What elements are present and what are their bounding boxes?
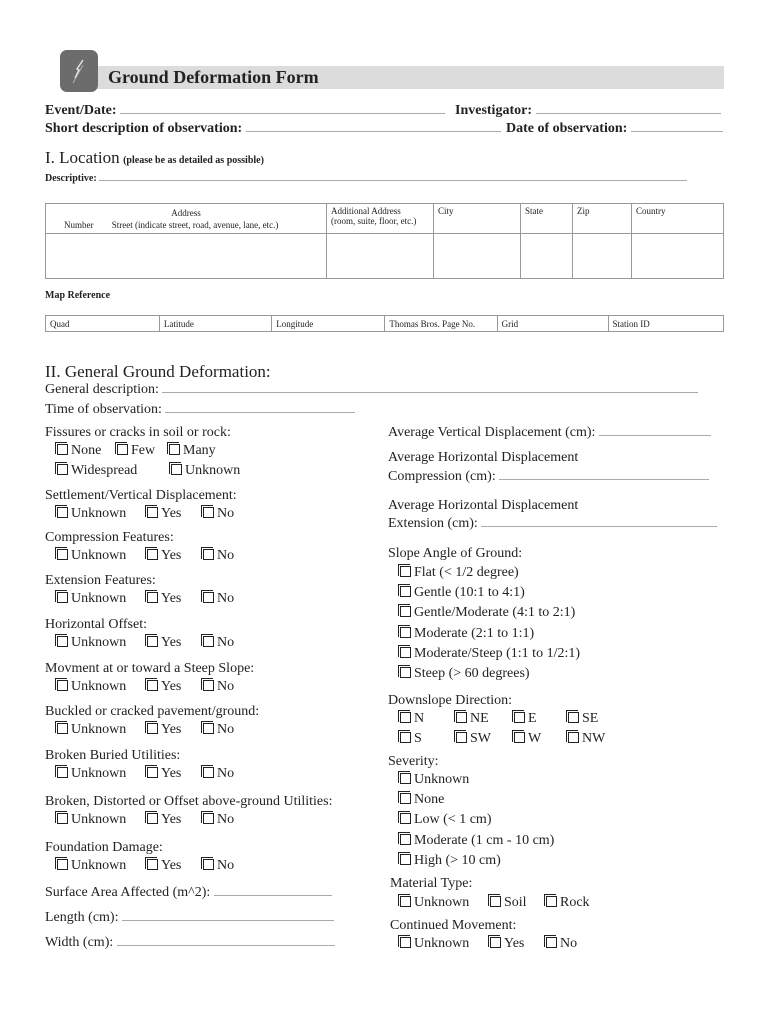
yn-option-no[interactable] bbox=[203, 766, 253, 782]
yn-checkbox-no[interactable] bbox=[203, 680, 214, 691]
slope-option-gentle-moderate-4-1-to-2-1[interactable] bbox=[400, 605, 575, 621]
slope-row bbox=[400, 626, 534, 642]
slope-row bbox=[400, 646, 580, 662]
slope-label: Slope Angle of Ground: bbox=[388, 546, 523, 561]
slope-row bbox=[400, 666, 530, 682]
investigator-row bbox=[455, 103, 721, 119]
downslope-option-label: NW bbox=[582, 731, 606, 746]
yn-checkbox-no[interactable] bbox=[203, 549, 214, 560]
yn-group-label: Broken, Distorted or Offset above-ground Utilities: bbox=[45, 794, 333, 809]
downslope-option-n[interactable] bbox=[400, 711, 456, 727]
yn-checkbox-unknown[interactable] bbox=[57, 636, 68, 647]
slope-option-label: Moderate (2:1 to 1:1) bbox=[414, 625, 535, 641]
severity-option-high-10-cm[interactable] bbox=[400, 853, 501, 869]
yn-checkbox-yes[interactable] bbox=[147, 767, 158, 778]
slope-checkbox-steep-60-degrees[interactable] bbox=[400, 667, 411, 678]
yn-option-unknown[interactable] bbox=[57, 591, 147, 607]
yn-checkbox-no[interactable] bbox=[203, 507, 214, 518]
yn-option-label: Yes bbox=[161, 506, 182, 521]
material-row bbox=[400, 895, 602, 911]
fissures-checkbox-none[interactable] bbox=[57, 444, 68, 455]
avg-vertical-label: Average Vertical Displacement (cm): bbox=[388, 425, 596, 440]
general-desc-label: General description: bbox=[45, 382, 159, 397]
event-date-field[interactable] bbox=[120, 112, 445, 114]
yn-option-label: Unknown bbox=[71, 858, 127, 873]
yn-group-options bbox=[57, 858, 253, 874]
yn-option-no[interactable] bbox=[203, 722, 253, 738]
downslope-option-label: SE bbox=[582, 711, 599, 726]
date-obs-row bbox=[506, 121, 723, 137]
time-obs-row bbox=[45, 402, 355, 418]
slope-checkbox-flat-1-2-degree[interactable] bbox=[400, 566, 411, 577]
length-field[interactable] bbox=[122, 919, 334, 921]
continued-option-label: Yes bbox=[504, 936, 525, 951]
yn-option-label: Unknown bbox=[71, 591, 127, 606]
yn-checkbox-yes[interactable] bbox=[147, 723, 158, 734]
severity-option-label: None bbox=[414, 792, 445, 808]
fissures-row2 bbox=[57, 463, 251, 479]
yn-checkbox-yes[interactable] bbox=[147, 592, 158, 603]
date-obs-label: Date of observation: bbox=[506, 121, 628, 136]
downslope-option-w[interactable] bbox=[514, 731, 568, 747]
address-cell[interactable] bbox=[46, 234, 327, 279]
material-option-label: Soil bbox=[504, 895, 527, 910]
yn-option-label: No bbox=[217, 679, 235, 694]
yn-option-no[interactable] bbox=[203, 506, 253, 522]
yn-checkbox-no[interactable] bbox=[203, 767, 214, 778]
yn-option-unknown[interactable] bbox=[57, 722, 147, 738]
yn-option-label: No bbox=[217, 766, 235, 781]
yn-checkbox-yes[interactable] bbox=[147, 680, 158, 691]
yn-option-label: Unknown bbox=[71, 506, 127, 521]
yn-option-yes[interactable] bbox=[147, 766, 203, 782]
yn-option-label: No bbox=[217, 548, 235, 563]
yn-checkbox-no[interactable] bbox=[203, 813, 214, 824]
map-col-longitude[interactable]: Longitude bbox=[272, 316, 385, 332]
street-label: Street (indicate street, road, avenue, lane, etc.) bbox=[111, 220, 279, 230]
severity-row bbox=[400, 772, 469, 788]
severity-checkbox-moderate-1-cm-10-cm[interactable] bbox=[400, 834, 411, 845]
downslope-option-ne[interactable] bbox=[456, 711, 514, 727]
yn-checkbox-yes[interactable] bbox=[147, 549, 158, 560]
fissures-label: Fissures or cracks in soil or rock: bbox=[45, 425, 231, 440]
address-label: Address bbox=[171, 208, 201, 218]
yn-option-label: Yes bbox=[161, 679, 182, 694]
additional-note: (room, suite, floor, etc.) bbox=[331, 216, 417, 226]
descriptive-row bbox=[45, 173, 687, 184]
material-checkbox-unknown[interactable] bbox=[400, 896, 411, 907]
yn-group-options bbox=[57, 766, 253, 782]
avg-horiz-comp-field[interactable] bbox=[499, 478, 709, 480]
severity-option-unknown[interactable] bbox=[400, 772, 469, 788]
slope-option-label: Gentle (10:1 to 4:1) bbox=[414, 585, 525, 601]
slope-option-steep-60-degrees[interactable] bbox=[400, 666, 530, 682]
yn-checkbox-yes[interactable] bbox=[147, 636, 158, 647]
avg-horiz-ext-label: Average Horizontal Displacement bbox=[388, 498, 579, 513]
yn-group-label: Extension Features: bbox=[45, 573, 156, 588]
slope-option-label: Flat (< 1/2 degree) bbox=[414, 565, 519, 580]
fissures-row1 bbox=[57, 443, 229, 459]
downslope-row1 bbox=[400, 711, 618, 727]
address-header bbox=[46, 204, 327, 234]
short-desc-label: Short description of observation: bbox=[45, 121, 243, 136]
severity-option-label: High (> 10 cm) bbox=[414, 852, 501, 868]
investigator-field[interactable] bbox=[536, 112, 721, 114]
yn-option-unknown[interactable] bbox=[57, 812, 147, 828]
severity-label: Severity: bbox=[388, 754, 439, 769]
yn-option-yes[interactable] bbox=[147, 591, 203, 607]
city-header: City bbox=[434, 204, 521, 234]
yn-checkbox-unknown[interactable] bbox=[57, 813, 68, 824]
fissures-option-none[interactable] bbox=[57, 443, 117, 459]
form-title: Ground Deformation Form bbox=[108, 67, 319, 87]
severity-row bbox=[400, 853, 501, 869]
state-header: State bbox=[521, 204, 573, 234]
slope-row bbox=[400, 585, 525, 601]
downslope-checkbox-e[interactable] bbox=[514, 712, 525, 723]
fissures-option-widespread[interactable] bbox=[57, 463, 171, 479]
yn-checkbox-no[interactable] bbox=[203, 859, 214, 870]
slope-option-moderate-2-1-to-1-1[interactable] bbox=[400, 626, 534, 642]
yn-option-no[interactable] bbox=[203, 591, 253, 607]
material-label: Material Type: bbox=[390, 876, 473, 891]
event-date-row bbox=[45, 103, 445, 119]
material-option-unknown[interactable] bbox=[400, 895, 490, 911]
yn-checkbox-unknown[interactable] bbox=[57, 680, 68, 691]
yn-option-yes[interactable] bbox=[147, 548, 203, 564]
downslope-label: Downslope Direction: bbox=[388, 693, 513, 708]
downslope-option-label: N bbox=[414, 711, 425, 726]
yn-option-label: Unknown bbox=[71, 679, 127, 694]
yn-checkbox-unknown[interactable] bbox=[57, 767, 68, 778]
continued-option-unknown[interactable] bbox=[400, 936, 490, 952]
number-label: Number bbox=[64, 220, 94, 230]
material-option-rock[interactable] bbox=[546, 895, 602, 911]
downslope-checkbox-n[interactable] bbox=[400, 712, 411, 723]
yn-option-no[interactable] bbox=[203, 812, 253, 828]
severity-option-label: Moderate (1 cm - 10 cm) bbox=[414, 832, 555, 848]
fissures-option-label: Unknown bbox=[185, 463, 241, 478]
yn-group-label: Movment at or toward a Steep Slope: bbox=[45, 661, 255, 676]
map-col-latitude[interactable]: Latitude bbox=[159, 316, 271, 332]
yn-group-options bbox=[57, 548, 253, 564]
yn-checkbox-no[interactable] bbox=[203, 636, 214, 647]
avg-horiz-ext-label2: Extension (cm): bbox=[388, 516, 478, 531]
yn-option-label: No bbox=[217, 722, 235, 737]
continued-label: Continued Movement: bbox=[390, 918, 517, 933]
downslope-checkbox-sw[interactable] bbox=[456, 732, 467, 743]
yn-group-options bbox=[57, 635, 253, 651]
yn-checkbox-unknown[interactable] bbox=[57, 859, 68, 870]
slope-checkbox-gentle-10-1-to-4-1[interactable] bbox=[400, 586, 411, 597]
yn-option-unknown[interactable] bbox=[57, 548, 147, 564]
investigator-label: Investigator: bbox=[455, 103, 532, 118]
yn-option-no[interactable] bbox=[203, 679, 253, 695]
severity-row bbox=[400, 833, 554, 849]
downslope-option-label: NE bbox=[470, 711, 489, 726]
yn-group-options bbox=[57, 591, 253, 607]
downslope-option-nw[interactable] bbox=[568, 731, 618, 747]
general-heading: II. General Ground Deformation: bbox=[45, 362, 271, 381]
material-checkbox-soil[interactable] bbox=[490, 896, 501, 907]
material-checkbox-rock[interactable] bbox=[546, 896, 557, 907]
date-obs-field[interactable] bbox=[631, 130, 723, 132]
yn-option-yes[interactable] bbox=[147, 679, 203, 695]
continued-option-yes[interactable] bbox=[490, 936, 546, 952]
slope-option-label: Steep (> 60 degrees) bbox=[414, 666, 530, 681]
avg-horiz-comp-label2: Compression (cm): bbox=[388, 469, 496, 484]
slope-option-flat-1-2-degree[interactable] bbox=[400, 565, 519, 581]
avg-horiz-ext-row bbox=[388, 516, 717, 532]
yn-checkbox-no[interactable] bbox=[203, 592, 214, 603]
short-desc-field[interactable] bbox=[246, 130, 501, 132]
yn-option-yes[interactable] bbox=[147, 812, 203, 828]
yn-option-label: No bbox=[217, 858, 235, 873]
fissures-option-label: Many bbox=[183, 443, 216, 458]
yn-option-label: Yes bbox=[161, 635, 182, 650]
yn-group-options bbox=[57, 679, 253, 695]
additional-cell[interactable] bbox=[327, 234, 434, 279]
slope-option-moderate-steep-1-1-to-1-2-1[interactable] bbox=[400, 646, 580, 662]
map-col-thomas-bros-page-no[interactable]: Thomas Bros. Page No. bbox=[385, 316, 497, 332]
fissures-checkbox-few[interactable] bbox=[117, 444, 128, 455]
surface-area-field[interactable] bbox=[214, 894, 332, 896]
yn-option-yes[interactable] bbox=[147, 506, 203, 522]
fissures-option-label: Few bbox=[131, 443, 156, 458]
additional-header bbox=[327, 204, 434, 234]
yn-group-label: Horizontal Offset: bbox=[45, 617, 147, 632]
avg-horiz-comp-label: Average Horizontal Displacement bbox=[388, 450, 579, 465]
yn-checkbox-yes[interactable] bbox=[147, 813, 158, 824]
downslope-option-label: W bbox=[528, 731, 542, 746]
width-label: Width (cm): bbox=[45, 935, 114, 950]
yn-option-label: Yes bbox=[161, 548, 182, 563]
downslope-option-label: S bbox=[414, 731, 422, 746]
material-option-label: Rock bbox=[560, 895, 590, 910]
yn-option-unknown[interactable] bbox=[57, 506, 147, 522]
country-header: Country bbox=[632, 204, 724, 234]
fissures-checkbox-many[interactable] bbox=[169, 444, 180, 455]
yn-checkbox-unknown[interactable] bbox=[57, 723, 68, 734]
continued-checkbox-yes[interactable] bbox=[490, 937, 501, 948]
yn-group-options bbox=[57, 722, 253, 738]
yn-checkbox-yes[interactable] bbox=[147, 507, 158, 518]
material-option-label: Unknown bbox=[414, 895, 470, 910]
descriptive-label: Descriptive: bbox=[45, 173, 97, 184]
country-cell[interactable] bbox=[632, 234, 724, 279]
fissures-option-label: None bbox=[71, 443, 102, 458]
yn-group-label: Buckled or cracked pavement/ground: bbox=[45, 704, 260, 719]
yn-option-yes[interactable] bbox=[147, 858, 203, 874]
slope-checkbox-gentle-moderate-4-1-to-2-1[interactable] bbox=[400, 606, 411, 617]
length-label: Length (cm): bbox=[45, 910, 119, 925]
continued-option-label: No bbox=[560, 936, 578, 951]
map-col-grid[interactable]: Grid bbox=[497, 316, 608, 332]
continued-option-no[interactable] bbox=[546, 936, 596, 952]
severity-checkbox-unknown[interactable] bbox=[400, 773, 411, 784]
yn-group-options bbox=[57, 812, 253, 828]
descriptive-field[interactable] bbox=[99, 179, 687, 181]
downslope-option-label: E bbox=[528, 711, 537, 726]
short-desc-row bbox=[45, 121, 501, 137]
length-row bbox=[45, 910, 334, 926]
yn-group-label: Foundation Damage: bbox=[45, 840, 163, 855]
yn-option-label: Yes bbox=[161, 722, 182, 737]
map-reference-table bbox=[45, 315, 724, 332]
yn-option-no[interactable] bbox=[203, 858, 253, 874]
fissures-option-label: Widespread bbox=[71, 463, 138, 478]
yn-option-unknown[interactable] bbox=[57, 635, 147, 651]
yn-group-label: Settlement/Vertical Displacement: bbox=[45, 488, 237, 503]
downslope-checkbox-se[interactable] bbox=[568, 712, 579, 723]
yn-checkbox-yes[interactable] bbox=[147, 859, 158, 870]
downslope-option-sw[interactable] bbox=[456, 731, 514, 747]
fissures-option-unknown[interactable] bbox=[171, 463, 251, 479]
slope-row bbox=[400, 605, 575, 621]
severity-option-moderate-1-cm-10-cm[interactable] bbox=[400, 833, 554, 849]
logo-icon bbox=[58, 48, 100, 94]
yn-group-options bbox=[57, 506, 253, 522]
yn-option-no[interactable] bbox=[203, 548, 253, 564]
yn-option-label: No bbox=[217, 812, 235, 827]
avg-vertical-row bbox=[388, 425, 711, 441]
downslope-option-label: SW bbox=[470, 731, 491, 746]
slope-option-label: Gentle/Moderate (4:1 to 2:1) bbox=[414, 605, 576, 621]
yn-option-label: No bbox=[217, 506, 235, 521]
yn-checkbox-unknown[interactable] bbox=[57, 507, 68, 518]
slope-option-gentle-10-1-to-4-1[interactable] bbox=[400, 585, 525, 601]
yn-option-yes[interactable] bbox=[147, 722, 203, 738]
fissures-checkbox-widespread[interactable] bbox=[57, 464, 68, 475]
yn-option-label: Unknown bbox=[71, 635, 127, 650]
severity-checkbox-high-10-cm[interactable] bbox=[400, 854, 411, 865]
downslope-checkbox-nw[interactable] bbox=[568, 732, 579, 743]
avg-horiz-comp-row bbox=[388, 469, 709, 485]
location-note: (please be as detailed as possible) bbox=[123, 155, 264, 166]
yn-option-yes[interactable] bbox=[147, 635, 203, 651]
slope-row bbox=[400, 565, 519, 581]
yn-option-label: Unknown bbox=[71, 766, 127, 781]
continued-checkbox-unknown[interactable] bbox=[400, 937, 411, 948]
surface-area-row bbox=[45, 885, 332, 901]
slope-checkbox-moderate-2-1-to-1-1[interactable] bbox=[400, 627, 411, 638]
yn-checkbox-unknown[interactable] bbox=[57, 592, 68, 603]
width-field[interactable] bbox=[117, 944, 335, 946]
additional-label: Additional Address bbox=[331, 206, 401, 216]
time-obs-label: Time of observation: bbox=[45, 402, 162, 417]
fissures-option-many[interactable] bbox=[169, 443, 229, 459]
downslope-checkbox-w[interactable] bbox=[514, 732, 525, 743]
yn-checkbox-no[interactable] bbox=[203, 723, 214, 734]
yn-option-unknown[interactable] bbox=[57, 858, 147, 874]
state-cell[interactable] bbox=[521, 234, 573, 279]
fissures-checkbox-unknown[interactable] bbox=[171, 464, 182, 475]
yn-option-label: No bbox=[217, 591, 235, 606]
severity-checkbox-none[interactable] bbox=[400, 793, 411, 804]
general-desc-row bbox=[45, 382, 698, 398]
downslope-option-s[interactable] bbox=[400, 731, 456, 747]
location-heading: I. Location bbox=[45, 148, 120, 167]
fissures-option-few[interactable] bbox=[117, 443, 169, 459]
yn-option-no[interactable] bbox=[203, 635, 253, 651]
continued-row bbox=[400, 936, 596, 952]
yn-group-label: Compression Features: bbox=[45, 530, 174, 545]
zip-cell[interactable] bbox=[573, 234, 632, 279]
severity-option-label: Low (< 1 cm) bbox=[414, 812, 492, 828]
yn-option-unknown[interactable] bbox=[57, 766, 147, 782]
severity-row bbox=[400, 812, 492, 828]
severity-row bbox=[400, 792, 444, 808]
yn-option-label: Yes bbox=[161, 766, 182, 781]
event-date-label: Event/Date: bbox=[45, 103, 117, 118]
severity-checkbox-low-1-cm[interactable] bbox=[400, 813, 411, 824]
surface-area-label: Surface Area Affected (m^2): bbox=[45, 885, 211, 900]
continued-option-label: Unknown bbox=[414, 936, 470, 951]
yn-group-label: Broken Buried Utilities: bbox=[45, 748, 181, 763]
yn-option-label: Yes bbox=[161, 812, 182, 827]
downslope-row2 bbox=[400, 731, 618, 747]
city-cell[interactable] bbox=[434, 234, 521, 279]
address-table bbox=[45, 203, 724, 279]
slope-option-label: Moderate/Steep (1:1 to 1/2:1) bbox=[414, 645, 581, 661]
general-desc-field[interactable] bbox=[162, 391, 698, 393]
yn-option-label: Unknown bbox=[71, 548, 127, 563]
material-option-soil[interactable] bbox=[490, 895, 546, 911]
time-obs-field[interactable] bbox=[165, 411, 355, 413]
yn-checkbox-unknown[interactable] bbox=[57, 549, 68, 560]
yn-option-label: No bbox=[217, 635, 235, 650]
severity-option-none[interactable] bbox=[400, 792, 444, 808]
slope-checkbox-moderate-steep-1-1-to-1-2-1[interactable] bbox=[400, 647, 411, 658]
avg-horiz-ext-field[interactable] bbox=[481, 525, 717, 527]
downslope-checkbox-ne[interactable] bbox=[456, 712, 467, 723]
avg-vertical-field[interactable] bbox=[599, 434, 711, 436]
downslope-option-e[interactable] bbox=[514, 711, 568, 727]
downslope-checkbox-s[interactable] bbox=[400, 732, 411, 743]
width-row bbox=[45, 935, 335, 951]
yn-option-label: Unknown bbox=[71, 722, 127, 737]
map-col-station-id[interactable]: Station ID bbox=[608, 316, 724, 332]
yn-option-label: Yes bbox=[161, 858, 182, 873]
yn-option-label: Unknown bbox=[71, 812, 127, 827]
severity-option-label: Unknown bbox=[414, 772, 470, 787]
location-heading-row bbox=[45, 148, 264, 168]
downslope-option-se[interactable] bbox=[568, 711, 618, 727]
yn-option-label: Yes bbox=[161, 591, 182, 606]
yn-option-unknown[interactable] bbox=[57, 679, 147, 695]
continued-checkbox-no[interactable] bbox=[546, 937, 557, 948]
severity-option-low-1-cm[interactable] bbox=[400, 812, 492, 828]
map-col-quad[interactable]: Quad bbox=[46, 316, 160, 332]
map-reference-label: Map Reference bbox=[45, 290, 111, 301]
zip-header: Zip bbox=[573, 204, 632, 234]
